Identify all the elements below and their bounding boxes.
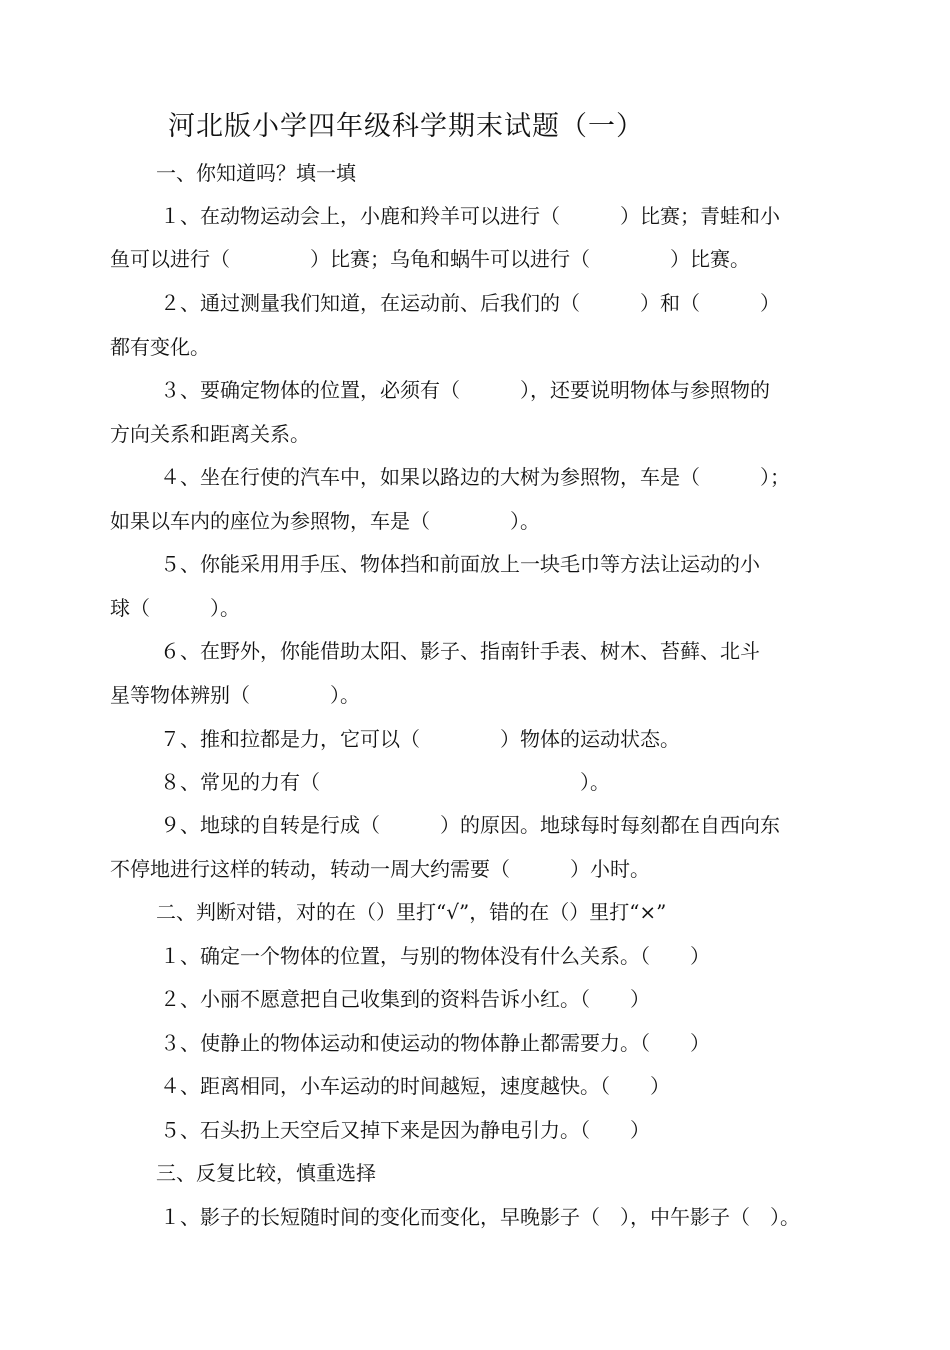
question-line: １、确定一个物体的位置，与别的物体没有什么关系。（ ） [160, 944, 710, 968]
question-line: ２、小丽不愿意把自己收集到的资料告诉小红。（ ） [160, 987, 650, 1011]
question-line: ８、常见的力有（ ）。 [160, 770, 610, 794]
question-line: ２、通过测量我们知道，在运动前、后我们的（ ）和（ ） [160, 291, 780, 315]
question-line: 方向关系和距离关系。 [110, 422, 310, 446]
question-line: 球（ ）。 [110, 596, 240, 620]
question-line: ５、石头扔上天空后又掉下来是因为静电引力。（ ） [160, 1118, 650, 1142]
question-line: 不停地进行这样的转动，转动一周大约需要（ ）小时。 [110, 857, 650, 881]
section-heading: 三、反复比较，慎重选择 [156, 1161, 376, 1185]
question-line: ５、你能采用用手压、物体挡和前面放上一块毛巾等方法让运动的小 [160, 552, 760, 576]
page-title: 河北版小学四年级科学期末试题（一） [168, 111, 644, 142]
question-line: 星等物体辨别（ ）。 [110, 683, 360, 707]
question-line: ４、坐在行使的汽车中，如果以路边的大树为参照物，车是（ ）； [160, 465, 790, 489]
question-line: ３、要确定物体的位置，必须有（ ），还要说明物体与参照物的 [160, 378, 770, 402]
question-line: 都有变化。 [110, 335, 210, 359]
question-line: ６、在野外，你能借助太阳、影子、指南针手表、树木、苔藓、北斗 [160, 639, 760, 663]
question-line: ７、推和拉都是力，它可以（ ）物体的运动状态。 [160, 727, 680, 751]
question-line: ９、地球的自转是行成（ ）的原因。地球每时每刻都在自西向东 [160, 813, 780, 837]
question-line: ３、使静止的物体运动和使运动的物体静止都需要力。（ ） [160, 1031, 710, 1055]
section-heading: 二、判断对错，对的在（）里打“√”，错的在（）里打“×” [156, 900, 667, 924]
section-heading: 一、你知道吗？填一填 [156, 161, 356, 185]
question-line: １、在动物运动会上，小鹿和羚羊可以进行（ ）比赛；青蛙和小 [160, 204, 780, 228]
question-line: 鱼可以进行（ ）比赛；乌龟和蜗牛可以进行（ ）比赛。 [110, 247, 750, 271]
question-line: ４、距离相同，小车运动的时间越短，速度越快。（ ） [160, 1074, 670, 1098]
question-line: 如果以车内的座位为参照物，车是（ ）。 [110, 509, 540, 533]
question-line: １、影子的长短随时间的变化而变化，早晚影子（ ），中午影子（ ）。 [160, 1205, 800, 1229]
